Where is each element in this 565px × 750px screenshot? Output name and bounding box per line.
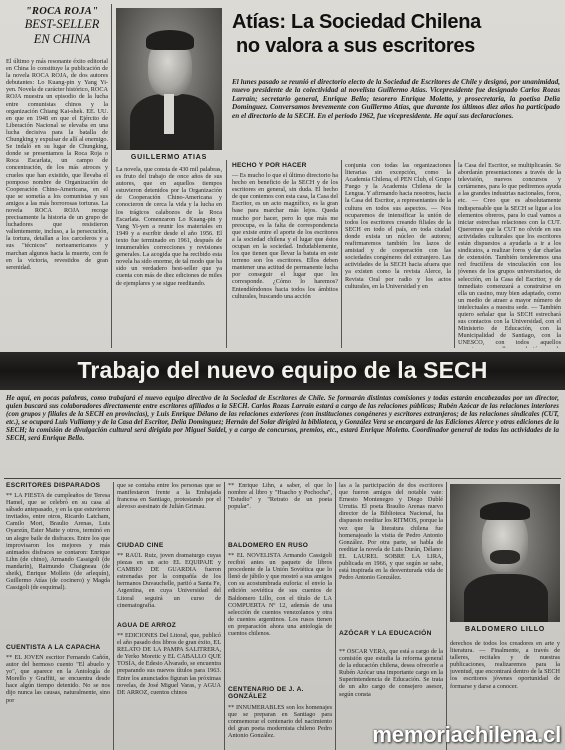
section-heading-hecho: HECHO Y POR HACER — [232, 162, 307, 169]
roca-roja-continuation: La novela, que consta de 430 mil palabras, es fruto del trabajo de once años de sus autores, que en aquellos tiempos estuvieron detenidos por la Organización de Cooperación Chino-Americana y conocieron de cerca la vida y la lucha en los trágicos calabozos de la Roca Escarlata. Comenzaron Lo Kuang-pin y Yang Yi-yen a reunir los materiales en 1949 y a escribir desde el año 1956. El texto fue terminado en 1961, después de innumerables correcciones y revisiones generales. La acogida que ha recibido esta novela ha sido enorme, de tal modo que ha sido un verdadero best-seller que ya cuenta con más de diez ediciones de miles de ejemplares y se sigue reeditando. — [116, 166, 222, 287]
heading-ciudad-cine: CIUDAD CINE — [117, 542, 164, 549]
cuentista-body: ** EL JOVEN escritor Fernando Cañón, autor del hermoso cuento "El abuelo y yo", que aparece en la Antología de Morello y Graffiti, se encuentra desde hace algún tiempo detenido. No se nos dijo nunca las causas, naturalmente, sino por — [6, 654, 110, 704]
sidebar-story-title — [12, 6, 112, 47]
main-headline — [232, 10, 562, 58]
centenario-body: ** INNUMERABLES son los homenajes que se preparan en Santiago para conmemorar el centenario del nacimiento del gran poeta modernista chileno Pedro Antonio González. — [228, 704, 332, 740]
heading-baldomero-ruso: BALDOMERO EN RUSO — [228, 542, 309, 549]
photo-caption-atias: GUILLERMO ATIAS — [130, 154, 208, 161]
ciudad-cine-body: ** RAÚL Ruiz, joven dramaturgo cuyas piezas en un acto EL EQUIPAJE y CAMBIO DE GUARDIA fueron estrenadas por la compañía de los hermanos Duvauchelle, partió a Santa Fe, Argentina, en cuya Universidad del Litoral seguirá un curso de cinematografía. — [117, 552, 221, 609]
sidebar-story-body: El último y más resonante éxito editorial en China lo constituye la publicación de la novela ROCA ROJA, de dos autores debutantes: Lo Kuang-pin y Yang Yi-yen. Novela de carácter histórico, ROCA ROJA muestra un episodio de la lucha entre comunistas chinos y la organización Chiang Kai-shek. EE. UU. en que en 1948 en que el Ejército de Liberación Nacional se elevaba en una lucha decisiva para la batalla de Chungking y expulsar de allí al enemigo. Se indaló en su lugar de Chungking, donde se presentamos la Roca Roja o Roca Escarlata, un campo de concentración, de los más atroces y crueles que han existido, que llevaba el pomposo nombre de Organización de Cooperación Chino-Americana, en el que se sometía a los comunistas y sus amigos a las más horrorosas torturas. La novela ROCA ROJA recoge precisamente la historia de un grupo de luchadores que resistieron valientemente, incluso, a la persecución, la tortura, detallan a los carceleros y a sus "técnicos" norteamericanos y marchan algunos hacia la muerte, con fe en la victoria, revestidos de gran serenidad. — [6, 58, 108, 271]
heading-centenario: CENTENARIO DE J. A. GONZÁLEZ — [228, 686, 304, 700]
watermark-text: memoriachilena.cl — [372, 722, 561, 747]
column-divider — [113, 482, 114, 750]
escritores-body: ** LA FIESTA de cumpleaños de Teresa Hamel, que se celebró en su casa al sábado antepasado, y en la que estuvieron invitados, entre otros, Ricardo Latcham, Camilo Mori, Braulio Arenas, Luis Oyarzún, Ester Matte y otros, terminó en un alegre baile de disfraces. Entre los que improvisaron los mejores y más animados disfraces se contaron: Enrique Lihn (de chino), Armando Cassigoli (de mandarín), Raimundo Chaigneau (de sheik), Enrique Molleto (de arlequín), Guillermo Atías (de cocinero) y Magda Cassigoli (de esquimal). — [6, 492, 110, 592]
col2-intro: que se contaba entre los personas que se manifestaron frente a la Embajada francesa en Santiago, protestando por el alevoso asesinato de Julián Grimau. — [117, 482, 221, 511]
agua-arroz-body: ** EDICIONES Del Litoral, que, publicó el año pasado dos libros de gran éxito, EL RELATO DE LA PAMPA SALITRERA, de Yerko Moretic y EL CABALLO QUE TOSÍA, de Edesio Alvarado, se encuentra preparando sus nuevos títulos para 1963. Entre los anunciados figuran las próximas novelas, de José Miguel Varas, y AGUA DE ARROZ, cuentos chinos — [117, 632, 221, 696]
heading-azocar: AZÓCAR Y LA EDUCACIÓN — [339, 630, 432, 637]
column-divider — [341, 160, 342, 348]
photo-guillermo-atias — [116, 8, 222, 150]
sidebar-title-line2: BEST-SELLER — [24, 17, 100, 31]
column-divider — [224, 482, 225, 750]
banner-title: Trabajo del nuevo equipo de la SECH — [77, 357, 488, 383]
article-lead: El lunes pasado se reunió el directorio electo de la Sociedad de Escritores de Chile y designó, por unanimidad, nuevo presidente de la colectividad al novelista Guillermo Atías. Vicepresidente fue designado Carlos Rozas Larraín; secretario general, Enrique Bello; tesorero Enrique Moletto, y prosecretaria, la poetisa Delia Domínguez. Conversamos brevemente con Guillermo Atías, que durante los últimos diez años ha participado en el directorio de la SECH. En el período 1962, fue vicepresidente. He aquí sus declaraciones. — [232, 78, 560, 120]
azocar-body: ** ÓSCAR VERA, que está a cargo de la comisión que estudia la reforma general de la educación chilena, desea ofrecerle a Rubén Azócar una importante cargo en la Superintendencia de Educación. Se trata de un alto cargo de consejero asesor, según consta — [339, 648, 443, 698]
headline-line1: Atías: La Sociedad Chilena — [232, 11, 481, 33]
sidebar-title-line3: EN CHINA — [33, 32, 91, 46]
headline-line2: no valora a sus escritores — [236, 35, 475, 57]
section-divider — [4, 478, 561, 479]
photo-caption-lillo: BALDOMERO LILLO — [464, 626, 546, 633]
col4-intro: las a la participación de dos escritores que fueron amigos del notable vate: Ernesto Montenegro y Diego Dublé Urrutia. El poeta Braulio Arenas nuevo director de la Biblioteca Nacional, ha dispuesto reeditar los RITMOS, porque la vez que la literatura chilena fue homenajeado la visita de Pedro Antonio González. Por otra parte, se habla de reeditar la novela de Luis Durán, Délano: EL LAUREL SOBRE LA LIRA, publicada en 1966, y que según se sabe, está inspirada en la desventurada vida de Pedro Antonio González. — [339, 482, 443, 582]
right-column-body: la Casa del Escritor, se multiplicarán. Se abordarán presentaciones a través de la televisión, nuevos concursos y certámenes, para lo que pediremos ayuda a las grandes industrias nacionales, foros, etc. — Creo que es absolutamente indispensable que la SECH se ligue a los elementos obreros, para lo cual vamos a iniciar estrechas relaciones con la CUT. Queremos que la CUT no olvide en sus actividades culturales que los escritores están dispuestos a ayudarla a ir a los sindicatos, a realizar foros y dar charlas de extensión. También tenderemos una red fructífera de vinculación con los jóvenes de los grupos universitarios, de selección, en la Casa del Escritor, y de inmediato comenzará a construirse en ella un casino, muy bien adaptado, como un medio de atraer a mayor número de intelectuales a nuestra sede. — También quiero señalar que la SECH estrechará sus contactos con la Universidad, con el Ministerio de Educación, con la Municipalidad de Santiago, con la UNESCO, con todos aquellos — [458, 162, 561, 347]
column-divider — [446, 482, 447, 750]
column-divider — [111, 4, 112, 348]
column-divider — [335, 482, 336, 750]
sidebar-title-line1: "ROCA ROJA" — [25, 6, 99, 17]
col3-intro: ** Enrique Lihn, a saber, el que lo nombre al libro y "Huacho y Pochocha", "Estudio" y "Retrato de un poeta popular". — [228, 482, 332, 511]
column-divider — [454, 160, 455, 348]
baldomero-ruso-body: ** EL NOVELISTA Armando Cassigoli recibió antes un paquete de libros procedente de la Unión Soviética que lo llenó de júbilo y que mostró a sus amigos con su acostumbrada euforia: el envío la edición soviética de sus cuentos de Baldomero Lillo, con el título de LA COMPUERTA Nº 12, además de una selección de cuentos venezolanos y otra de cuentos argentinos. Los rusos tienen en preparación ahora una antología de cuentos chilenos. — [228, 552, 332, 638]
column-divider — [226, 160, 227, 348]
section-casa-body: conjunta con todas las organizaciones literarias sin excepción, como la Academia Chilena, el PEN Club, el Grupo Fuego y la Academia Chilena de la Lengua. Y afirmando hacia nosotros, hacia la Casa del Escritor, a representantes de la cultura en todos sus aspectos. — Nos ocuparemos de intensificar la unión de todos los escritores creando filiales de la SECH en todo el país, en toda ciudad donde exista un núcleo de autores; reafirmaremos también los lazos de amistad y de cooperación con las sociedades congéneres del extranjero. Las actividades de la SECH hacia afuera que ya existen como la revista Alerce, la Revista Oral por radio y los actos culturales, en la Universidad y en — [345, 162, 451, 290]
heading-escritores: ESCRITORES DISPARADOS — [6, 482, 101, 489]
section-hecho-body: — Es mucho lo que el último directorio ha hecho en beneficio de la SECH y de los escritores en general, sin duda. El hecho de que contemos con esta casa, la Casa del Escritor, es un acto magnífico, es la gran base para marchar más lejos. Queda mucho por hacer, pero lo que más me preocupa, es la falta de correspondencia que existe entre el aporte de los escritores a la sociedad chilena y el lugar que éstos ocupan en la sociedad. Indudablemente, los que tienen que llevar la batuta en este terreno son los escritores. Ellos deben mantener una actitud de permanente lucha por conseguir el lugar que les corresponde. ¿Cómo lo haremos? Entendiéndonos hacia todos los ámbitos culturales, buscando una acción — [232, 172, 338, 300]
photo-baldomero-lillo — [450, 484, 560, 622]
heading-cuentista: CUENTISTA A LA CAPACHA — [6, 644, 101, 651]
heading-agua-arroz: AGUA DE ARROZ — [117, 622, 177, 629]
team-intro: He aquí, en pocas palabras, como trabajará el nuevo equipo directivo de la Sociedad de Escritores de Chile. Se formarán distintas comisiones y todas estarán encabezadas por un director, quien buscará sus colaboradores directamente entre escritores afiliados a la SECH. Carlos Rozas Larraín estará a cargo de las relaciones públicas; Rubén Azócar de las relaciones interiores (con grupos y filiales de la SECH en provincias), y Luis Enrique Délano de las relaciones exteriores (con instituciones congéneres y escritores extranjeros; de las relaciones sindicales (CUT, etc.), se ocupará Luis Vulliamy y de la Casa del Escritor, Delia Domínguez; Hernán del Solar dirigirá la biblioteca, y González Vera se encargará de las Ediciones Alerce y otras ediciones de la SECH; la comisión de divulgación cultural será dirigida por Miguel Saidel, y a cargo de concursos, premios, etc., estará Enrique Moletto. Coordinador general de todas las actividades de la SECH, será Enrique Bello. — [6, 394, 559, 442]
col5-body: derechos de todos los creadores en arte y literatura. — Finalmente, a través de talleres, recitales y de nuestras publicaciones, realizaremos para la juventud, que encontrará dentro de la SECH los escritores jóvenes oportunidad de formarse y darse a conocer. — [450, 640, 560, 690]
